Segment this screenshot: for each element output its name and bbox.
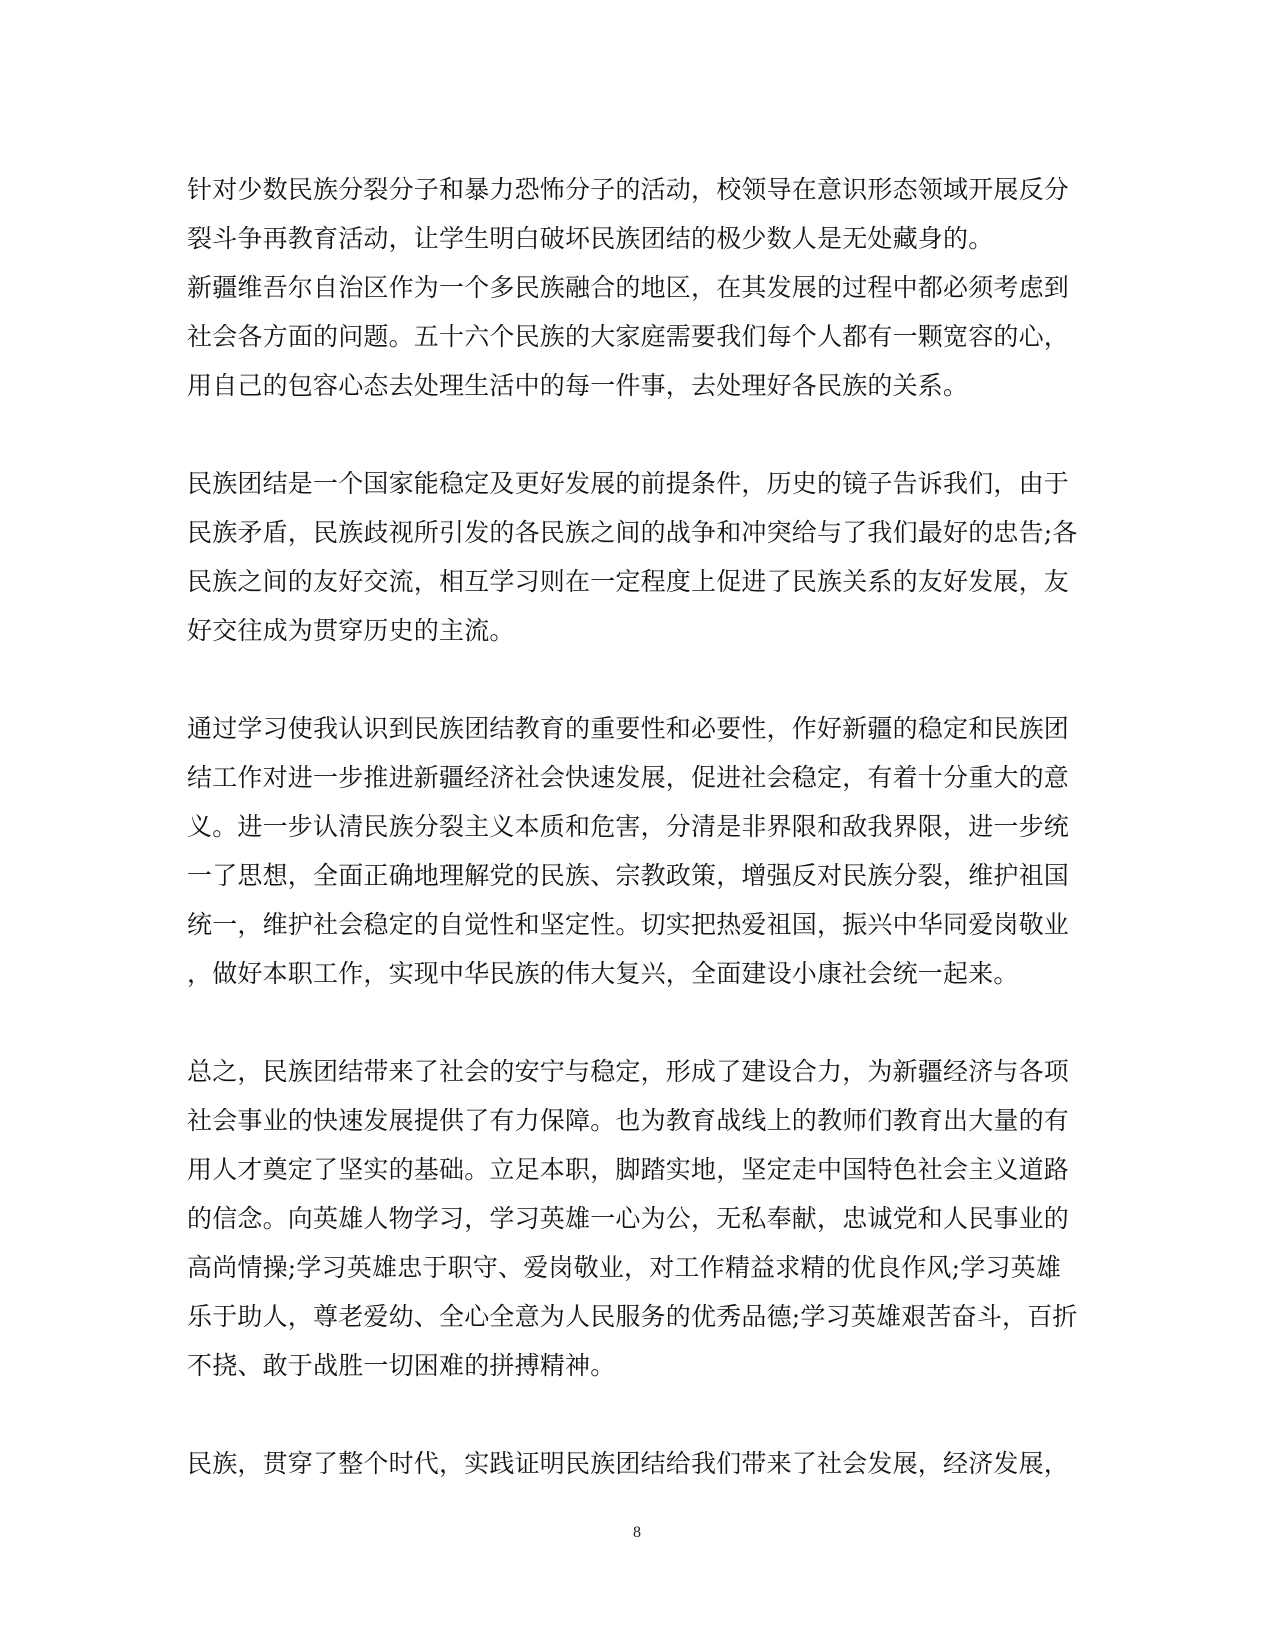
text-line: 义。进一步认清民族分裂主义本质和危害，分清是非界限和敌我界限，进一步统	[187, 812, 1070, 841]
text-line: 社会各方面的问题。五十六个民族的大家庭需要我们每个人都有一颗宽容的心，	[187, 322, 1070, 351]
text-line: 民族团结是一个国家能稳定及更好发展的前提条件，历史的镜子告诉我们，由于	[187, 469, 1070, 498]
text-line: 乐于助人，尊老爱幼、全心全意为人民服务的优秀品德;学习英雄艰苦奋斗，百折	[187, 1302, 1078, 1331]
text-line: 统一，维护社会稳定的自觉性和坚定性。切实把热爱祖国，振兴中华同爱岗敬业	[187, 910, 1070, 939]
text-line: 针对少数民族分裂分子和暴力恐怖分子的活动，校领导在意识形态领域开展反分	[187, 175, 1070, 204]
text-line: 不挠、敢于战胜一切困难的拼搏精神。	[187, 1351, 616, 1380]
text-line: ，做好本职工作，实现中华民族的伟大复兴，全面建设小康社会统一起来。	[187, 959, 1019, 988]
text-line: 结工作对进一步推进新疆经济社会快速发展，促进社会稳定，有着十分重大的意	[187, 763, 1070, 792]
document-body	[187, 165, 1092, 1488]
text-line: 一了思想，全面正确地理解党的民族、宗教政策，增强反对民族分裂，维护祖国	[187, 861, 1070, 890]
text-line: 民族之间的友好交流，相互学习则在一定程度上促进了民族关系的友好发展，友	[187, 567, 1070, 596]
text-line: 通过学习使我认识到民族团结教育的重要性和必要性，作好新疆的稳定和民族团	[187, 714, 1070, 743]
paragraph-gap	[187, 410, 1092, 459]
text-line: 社会事业的快速发展提供了有力保障。也为教育战线上的教师们教育出大量的有	[187, 1106, 1070, 1135]
text-line: 用自己的包容心态去处理生活中的每一件事，去处理好各民族的关系。	[187, 371, 969, 400]
text-line: 裂斗争再教育活动，让学生明白破坏民族团结的极少数人是无处藏身的。	[187, 224, 994, 253]
text-line: 民族矛盾，民族歧视所引发的各民族之间的战争和冲突给与了我们最好的忠告;各	[187, 518, 1078, 547]
text-line: 的信念。向英雄人物学习，学习英雄一心为公，无私奉献，忠诚党和人民事业的	[187, 1204, 1070, 1233]
paragraph-gap	[187, 1390, 1092, 1439]
text-line: 高尚情操;学习英雄忠于职守、爱岗敬业，对工作精益求精的优良作风;学习英雄	[187, 1253, 1062, 1282]
page-number: 8	[633, 1524, 641, 1541]
text-line: 民族，贯穿了整个时代，实践证明民族团结给我们带来了社会发展，经济发展，	[187, 1449, 1070, 1478]
paragraph-gap	[187, 998, 1092, 1047]
text-line: 好交往成为贯穿历史的主流。	[187, 616, 515, 645]
text-line: 新疆维吾尔自治区作为一个多民族融合的地区，在其发展的过程中都必须考虑到	[187, 273, 1070, 302]
text-line: 用人才奠定了坚实的基础。立足本职，脚踏实地，坚定走中国特色社会主义道路	[187, 1155, 1070, 1184]
paragraph-gap	[187, 655, 1092, 704]
text-line: 总之，民族团结带来了社会的安宁与稳定，形成了建设合力，为新疆经济与各项	[187, 1057, 1070, 1086]
